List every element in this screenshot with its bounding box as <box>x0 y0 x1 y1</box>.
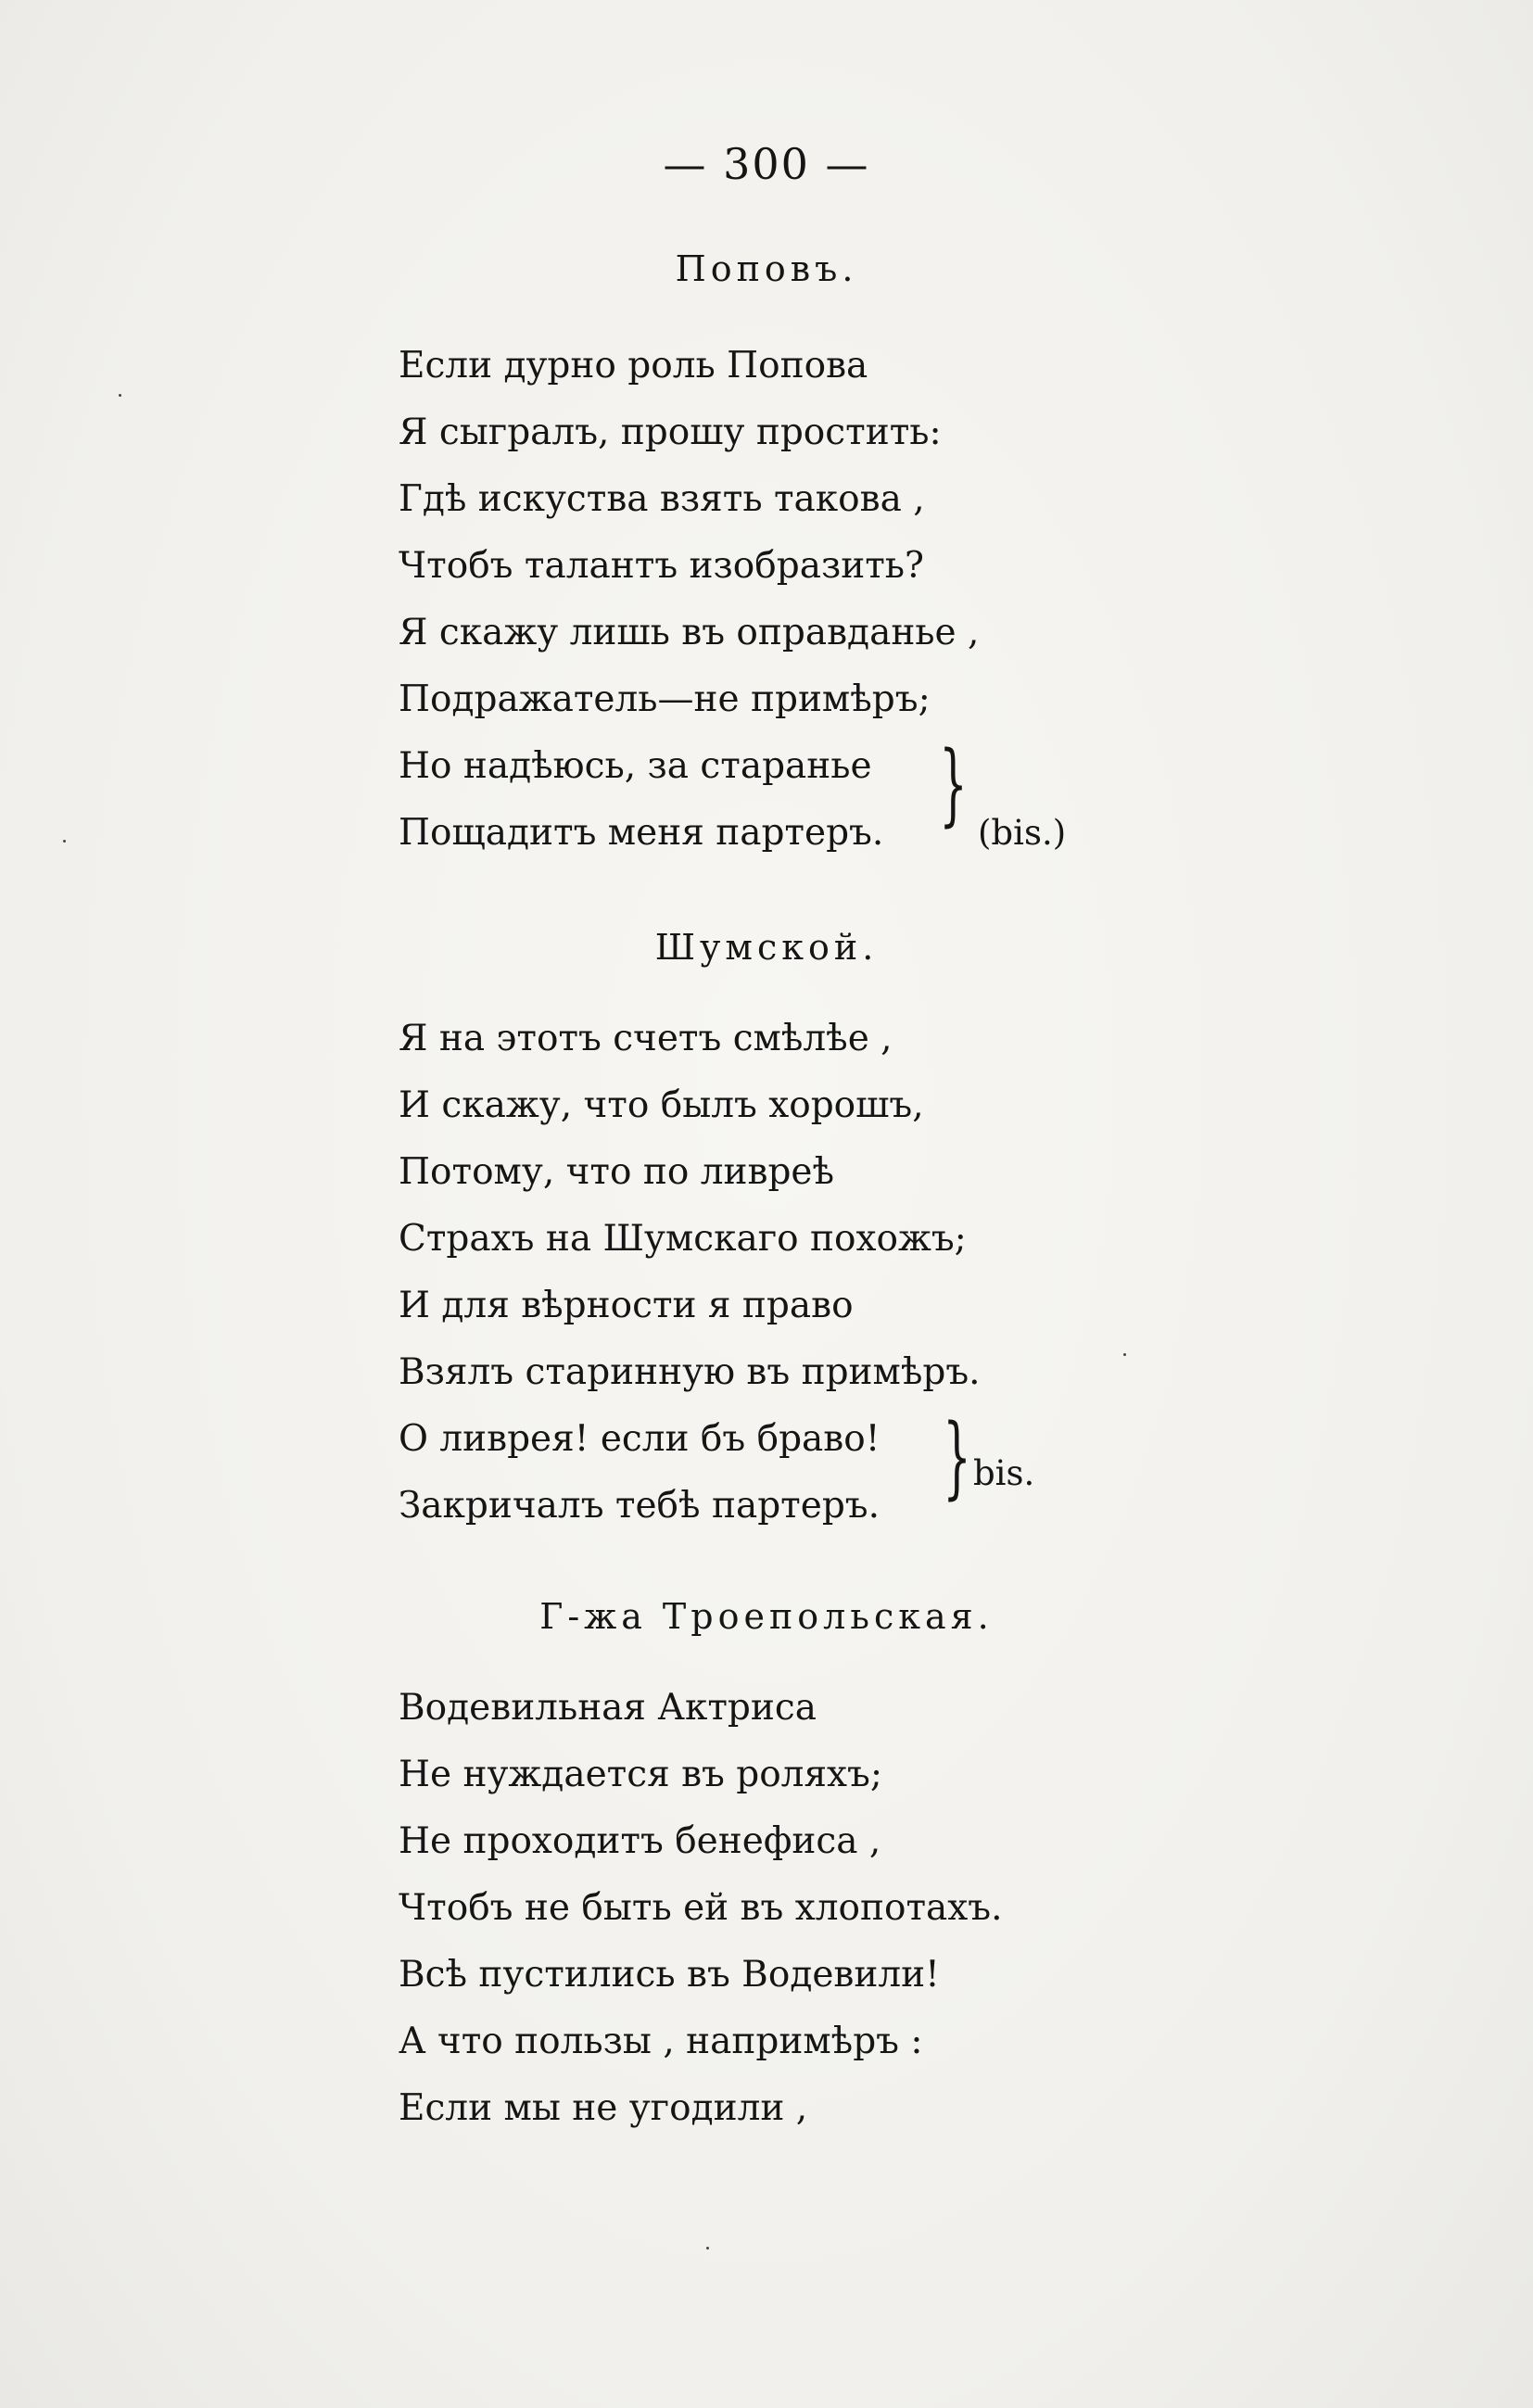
verse-line: Чтобъ не быть ей въ хлопотахъ. <box>399 1887 1003 1929</box>
scan-speck <box>1123 1353 1126 1356</box>
verse-line: Не проходитъ бенефиса , <box>399 1820 881 1862</box>
refrain-mark: (bis.) <box>978 813 1067 853</box>
verse-line: Я скажу лишь въ оправданье , <box>399 612 980 653</box>
verse-line: Страхъ на Шумскаго похожъ; <box>399 1218 967 1260</box>
verse-line: Гдѣ искуства взять такова , <box>399 478 925 520</box>
verse-line: Закричалъ тебѣ партеръ. <box>399 1485 880 1527</box>
scan-speck <box>706 2247 709 2250</box>
speaker-heading-troepolskaya: Г-жа Троепольская. <box>539 1596 994 1637</box>
verse-line: О ливрея! если бъ браво! <box>399 1418 881 1460</box>
verse-line: Но надѣюсь, за старанье <box>399 745 872 787</box>
verse-line: Водевильная Актриса <box>399 1687 817 1729</box>
verse-line: А что пользы , напримѣръ : <box>399 2021 923 2062</box>
verse-line: Подражатель—не примѣръ; <box>399 678 931 720</box>
verse-line: Я сыгралъ, прошу простить: <box>399 412 942 453</box>
verse-line: Я на этотъ счетъ смѣлѣе , <box>399 1018 893 1059</box>
verse-line: И для вѣрности я право <box>399 1285 854 1326</box>
refrain-mark: bis. <box>973 1453 1035 1493</box>
verse-line: Если мы не угодили , <box>399 2087 808 2129</box>
speaker-heading-popov: Поповъ. <box>675 248 858 289</box>
verse-line: Взялъ старинную въ примѣръ. <box>399 1351 981 1393</box>
speaker-heading-shumskoy: Шумской. <box>654 927 879 968</box>
curly-brace-icon: } <box>943 1405 971 1509</box>
verse-line: Потому, что по ливреѣ <box>399 1151 835 1193</box>
verse-line: И скажу, что былъ хорошъ, <box>399 1084 924 1126</box>
verse-line: Пощадитъ меня партеръ. <box>399 812 884 854</box>
page-number: — 300 — <box>663 139 870 189</box>
scan-speck <box>119 394 121 397</box>
verse-line: Чтобъ талантъ изобразить? <box>399 545 924 587</box>
curly-brace-icon: } <box>939 732 968 836</box>
verse-line: Всѣ пустились въ Водевили! <box>399 1954 940 1996</box>
scan-speck <box>63 840 66 843</box>
verse-line: Не нуждается въ роляхъ; <box>399 1754 883 1795</box>
verse-line: Если дурно роль Попова <box>399 345 868 387</box>
